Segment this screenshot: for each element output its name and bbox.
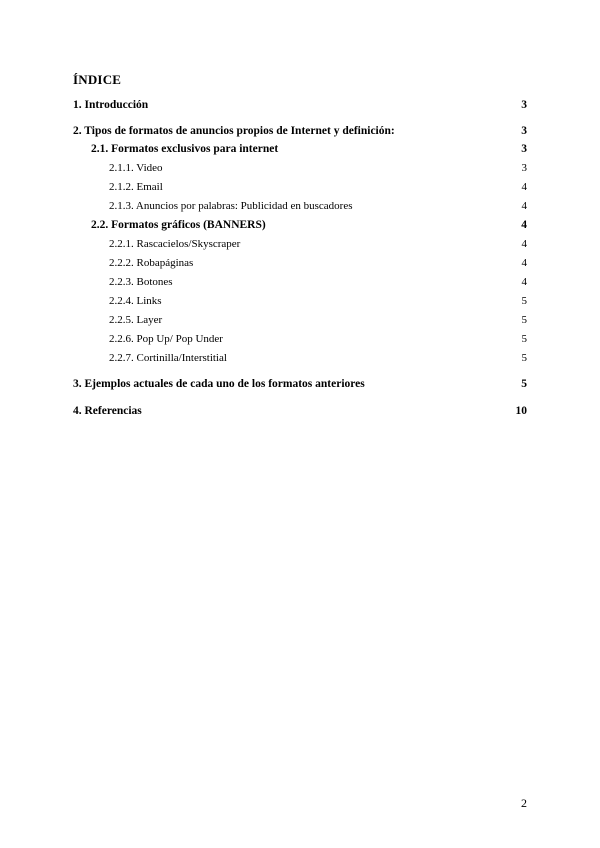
toc-entry-ejemplos[interactable] — [0, 376, 600, 392]
toc-entry-rascacielos[interactable] — [0, 236, 600, 252]
toc-entry-botones[interactable] — [0, 274, 600, 290]
toc-entry-page-number: 5 — [521, 333, 527, 345]
toc-entry-pop-up[interactable] — [0, 331, 600, 347]
toc-entry-label: 2.2.1. Rascacielos/Skyscraper — [109, 238, 241, 250]
toc-entry-anuncios-por-palabras[interactable] — [0, 198, 600, 214]
toc-entry-referencias[interactable] — [0, 403, 600, 419]
toc-entry-page-number: 5 — [521, 378, 527, 390]
toc-entry-cortinilla[interactable] — [0, 350, 600, 366]
toc-entry-page-number: 3 — [521, 99, 527, 111]
toc-entry-page-number: 4 — [521, 257, 527, 269]
toc-entry-page-number: 3 — [521, 143, 527, 155]
toc-entry-email[interactable] — [0, 179, 600, 195]
toc-entry-formatos-exclusivos[interactable] — [0, 141, 600, 157]
toc-entry-label: 2.2.4. Links — [109, 295, 162, 307]
toc-entry-page-number: 4 — [521, 238, 527, 250]
toc-entry-formatos-graficos[interactable] — [0, 217, 600, 233]
toc-entry-label: 2.2.5. Layer — [109, 314, 163, 326]
toc-entry-label: 2.1. Formatos exclusivos para internet — [91, 143, 279, 155]
toc-entry-label: 2. Tipos de formatos de anuncios propios de Internet y definición: — [73, 125, 395, 137]
toc-entry-label: 1. Introducción — [73, 99, 149, 111]
toc-entry-label: 2.1.3. Anuncios por palabras: Publicidad en buscadores — [109, 200, 353, 212]
toc-entry-label: 2.2.7. Cortinilla/Interstitial — [109, 352, 227, 364]
toc-entry-page-number: 4 — [521, 276, 527, 288]
toc-entry-page-number: 5 — [521, 295, 527, 307]
toc-entry-page-number: 3 — [521, 125, 527, 137]
toc-entry-introduccion[interactable] — [0, 97, 600, 113]
toc-entry-page-number: 10 — [515, 405, 527, 417]
toc-title: ÍNDICE — [73, 72, 122, 87]
toc-entry-page-number: 3 — [521, 162, 527, 174]
toc-entry-label: 2.1.1. Video — [109, 162, 163, 174]
footer-page-number: 2 — [521, 796, 527, 810]
toc-entry-page-number: 5 — [521, 314, 527, 326]
toc-entry-label: 2.1.2. Email — [109, 181, 163, 193]
toc-entry-label: 2.2.6. Pop Up/ Pop Under — [109, 333, 223, 345]
toc-entry-page-number: 4 — [521, 219, 527, 231]
toc-entry-video[interactable] — [0, 160, 600, 176]
toc-entry-page-number: 4 — [521, 181, 527, 193]
toc-entry-page-number: 5 — [521, 352, 527, 364]
toc-entry-label: 2.2. Formatos gráficos (BANNERS) — [91, 219, 266, 231]
toc-entry-label: 2.2.2. Robapáginas — [109, 257, 194, 269]
toc-entry-label: 4. Referencias — [73, 405, 142, 417]
toc-entry-label: 2.2.3. Botones — [109, 276, 173, 288]
toc-entry-label: 3. Ejemplos actuales de cada uno de los formatos anteriores — [73, 378, 365, 390]
toc-entry-robapaginas[interactable] — [0, 255, 600, 271]
toc-entry-layer[interactable] — [0, 312, 600, 328]
toc-entry-page-number: 4 — [521, 200, 527, 212]
toc-entry-tipos-de-formatos[interactable] — [0, 123, 600, 139]
toc-entry-links[interactable] — [0, 293, 600, 309]
